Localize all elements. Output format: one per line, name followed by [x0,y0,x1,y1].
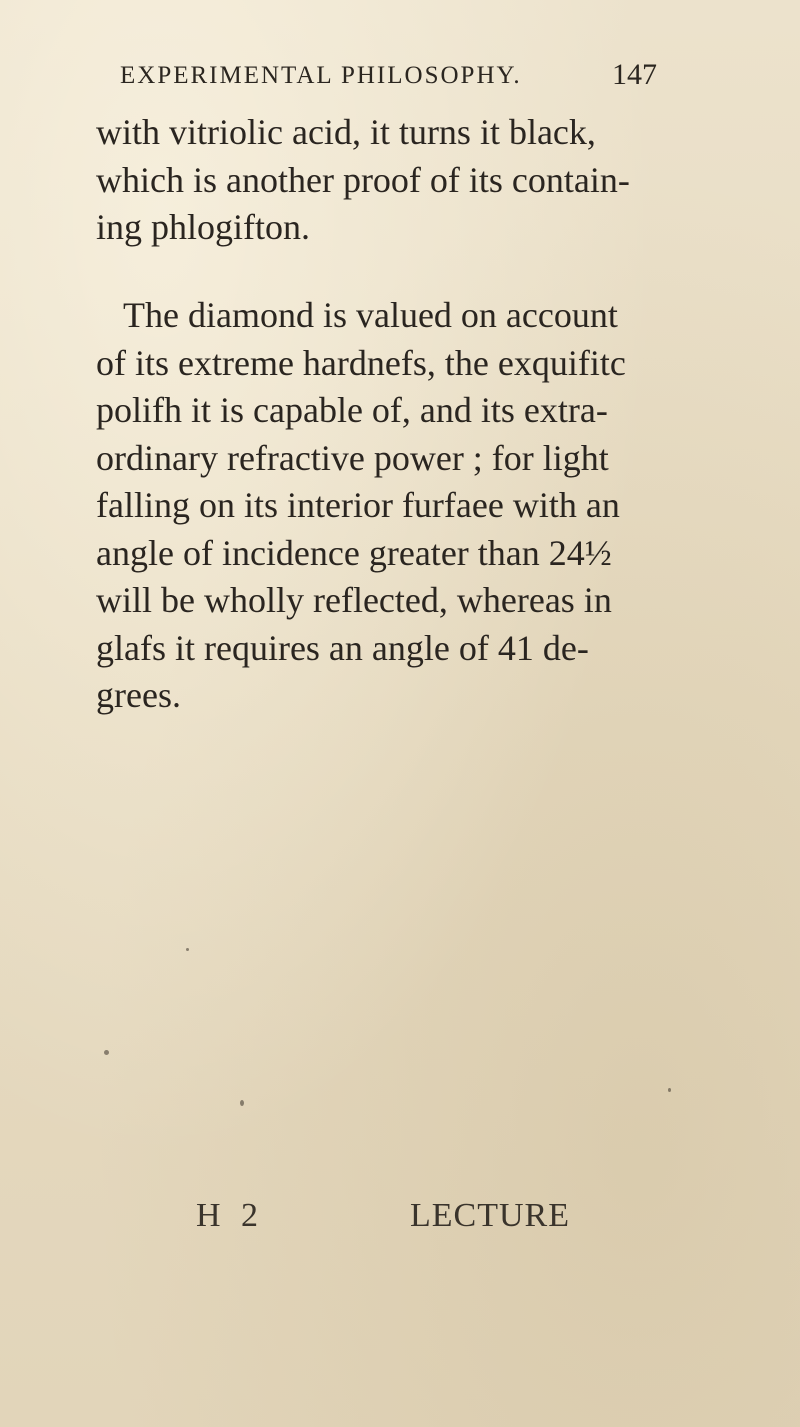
text-line: of its extreme hardnefs, the exquifitc [96,342,626,383]
catchword: LECTURE [410,1197,570,1234]
signature-mark: H 2 [196,1197,265,1234]
running-head-title: EXPERIMENTAL PHILOSOPHY. [120,62,522,89]
paragraph-2 [96,292,696,720]
text-line: glafs it requires an angle of 41 de- [96,627,589,668]
text-line: will be wholly reflected, whereas in [96,580,612,620]
text-line: polifh it is capable of, and its extra- [96,390,608,430]
paper-speck [668,1088,671,1092]
text-line: The diamond is valued on account [123,295,618,335]
page-number: 147 [612,58,657,91]
text-line: which is another proof of its contain- [96,159,630,200]
paper-speck [186,948,189,951]
page-footer [0,1197,800,1247]
paragraph-1 [96,109,696,252]
text-line: angle of incidence greater than 24½ [96,532,612,573]
text-line: ing phlogifton. [96,207,310,247]
text-line: with vitriolic acid, it turns it black, [96,112,596,152]
running-head [0,58,800,98]
text-line: grees. [96,675,181,715]
text-line: falling on its interior furfaee with an [96,485,620,525]
paper-speck [104,1050,109,1055]
paper-speck [240,1100,244,1106]
text-line: ordinary refractive power ; for light [96,437,609,478]
